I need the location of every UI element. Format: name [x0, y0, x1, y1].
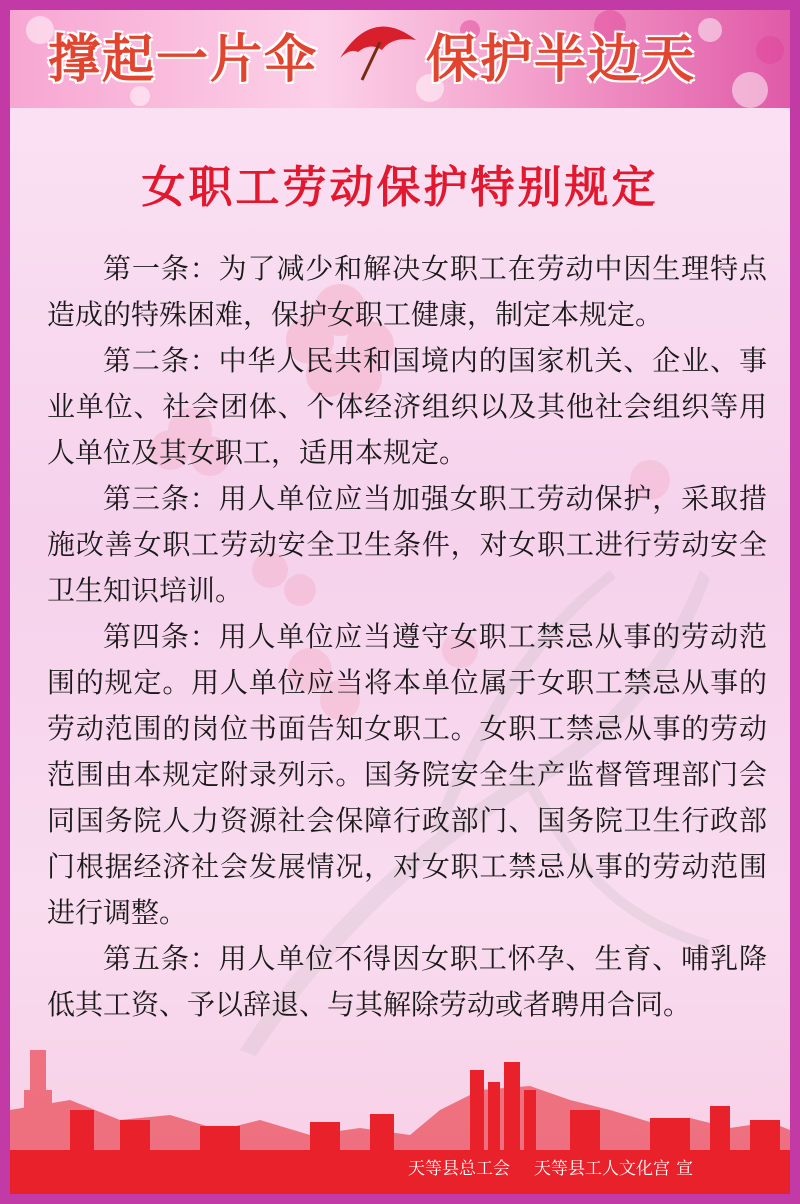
umbrella-icon [332, 12, 422, 82]
poster-body [10, 10, 790, 1194]
footer-suffix: 宣 [676, 1159, 693, 1179]
slogan-left: 撑起一片伞 [48, 30, 319, 90]
footer-credits [408, 1154, 693, 1179]
article-4: 第四条：用人单位应当遵守女职工禁忌从事的劳动范围的规定。用人单位应当将本单位属于女职工禁忌从事的劳动范围的岗位书面告知女职工。女职工禁忌从事的劳动范围由本规定附录列示。国务院安全生产监督管理部门会同国务院人力资源社会保障行政部门、国务院卫生行政部门根据经济社会发展情况，对女职工禁忌从事的劳动范围进行调整。 [47, 620, 767, 929]
article-5: 第五条：用人单位不得因女职工怀孕、生育、哺乳降低其工资、予以辞退、与其解除劳动或者聘用合同。 [47, 942, 767, 1021]
footer-org-1: 天等县总工会 [408, 1159, 510, 1179]
slogan-right: 保护半边天 [426, 30, 697, 90]
page-title: 女职工劳动保护特别规定 [141, 162, 659, 213]
article-1: 第一条：为了减少和解决女职工在劳动中因生理特点造成的特殊困难，保护女职工健康，制定本规定。 [47, 252, 767, 331]
article-3: 第三条：用人单位应当加强女职工劳动保护，采取措施改善女职工劳动安全卫生条件，对女职工进行劳动安全卫生知识培训。 [47, 482, 767, 607]
article-2: 第二条：中华人民共和国境内的国家机关、企业、事业单位、社会团体、个体经济组织以及其他社会组织等用人单位及其女职工，适用本规定。 [47, 344, 767, 469]
footer-org-2: 天等县工人文化宫 [534, 1159, 670, 1179]
slogan-banner [10, 10, 790, 108]
regulation-text [47, 246, 767, 1028]
